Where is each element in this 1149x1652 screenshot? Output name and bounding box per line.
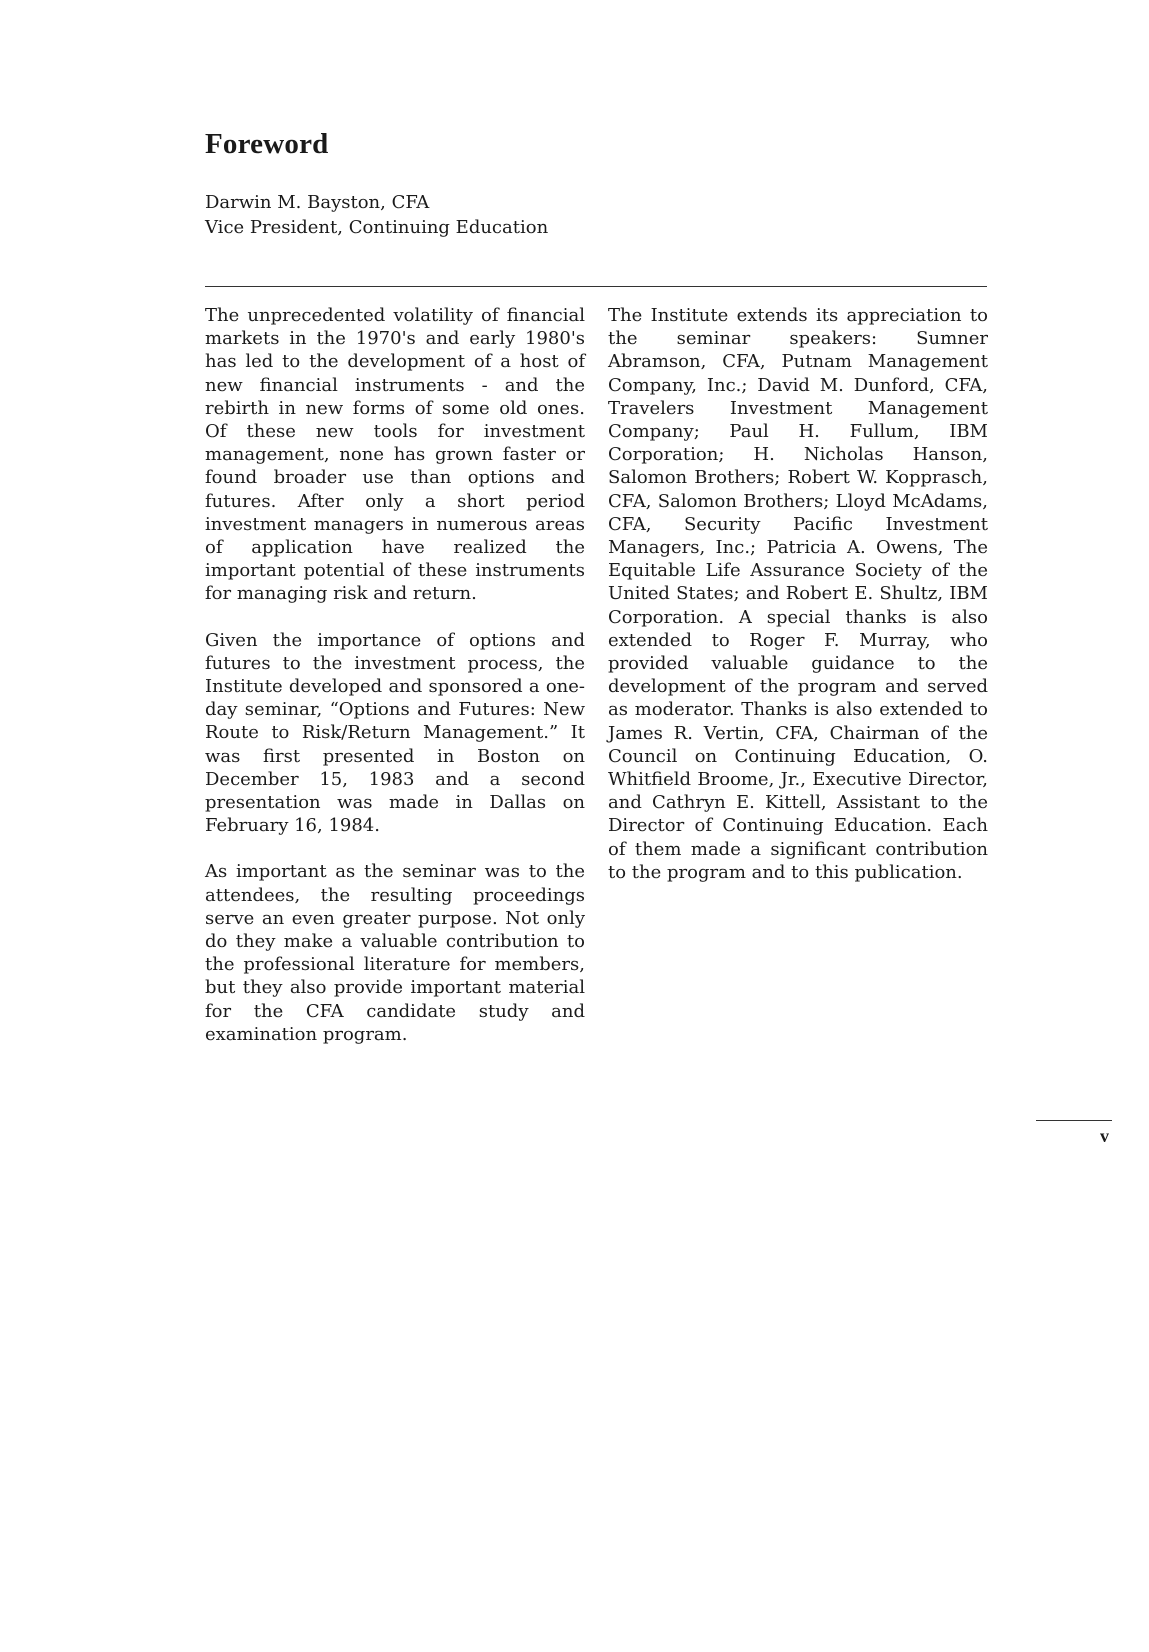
- left-column: [205, 304, 585, 1069]
- folio-divider: [1036, 1120, 1112, 1121]
- page-title: Foreword: [205, 128, 329, 160]
- header-divider: [205, 286, 987, 287]
- right-column: [608, 304, 988, 907]
- author-name: Darwin M. Bayston, CFA: [205, 192, 430, 213]
- page-number: v: [1100, 1126, 1109, 1146]
- paragraph: The Institute extends its appreciation to the seminar speakers: Sumner Abramson, CFA, Putnam Management Company, Inc.; David M. Dunford, CFA, Travelers Investment Management Company; Paul H. Fullum, IBM Corporation; H. Nicholas Hanson, Salomon Brothers; Robert W. Kopprasch, CFA, Salomon Brothers; Lloyd McAdams, CFA, Security Pacific Investment Managers, Inc.; Patricia A. Owens, The Equitable Life Assurance Society of the United States; and Robert E. Shultz, IBM Corporation. A special thanks is also extended to Roger F. Murray, who provided valuable guidance to the development of the program and served as moderator. Thanks is also extended to James R. Vertin, CFA, Chairman of the Council on Continuing Education, O. Whitfield Broome, Jr., Executive Director, and Cathryn E. Kittell, Assistant to the Director of Continuing Education. Each of them made a significant contribution to the program and to this publication.: [608, 305, 988, 883]
- paragraph: As important as the seminar was to the attendees, the resulting proceedings serve an even greater purpose. Not only do they make a valuable contribution to the professional literature for members, but they also provide important material for the CFA candidate study and examination program.: [205, 861, 585, 1045]
- paragraph: The unprecedented volatility of financial markets in the 1970's and early 1980's has led to the development of a host of new financial instruments - and the rebirth in new forms of some old ones. Of these new tools for investment management, none has grown faster or found broader use than options and futures. After only a short period investment managers in numerous areas of application have realized the important potential of these instruments for managing risk and return.: [205, 305, 585, 605]
- author-position: Vice President, Continuing Education: [205, 217, 549, 238]
- author-block: [205, 190, 548, 240]
- paragraph: Given the importance of options and futures to the investment process, the Institute developed and sponsored a one-day seminar, “Options and Futures: New Route to Risk/Return Management.” It was first presented in Boston on December 15, 1983 and a second presentation was made in Dallas on February 16, 1984.: [205, 629, 585, 837]
